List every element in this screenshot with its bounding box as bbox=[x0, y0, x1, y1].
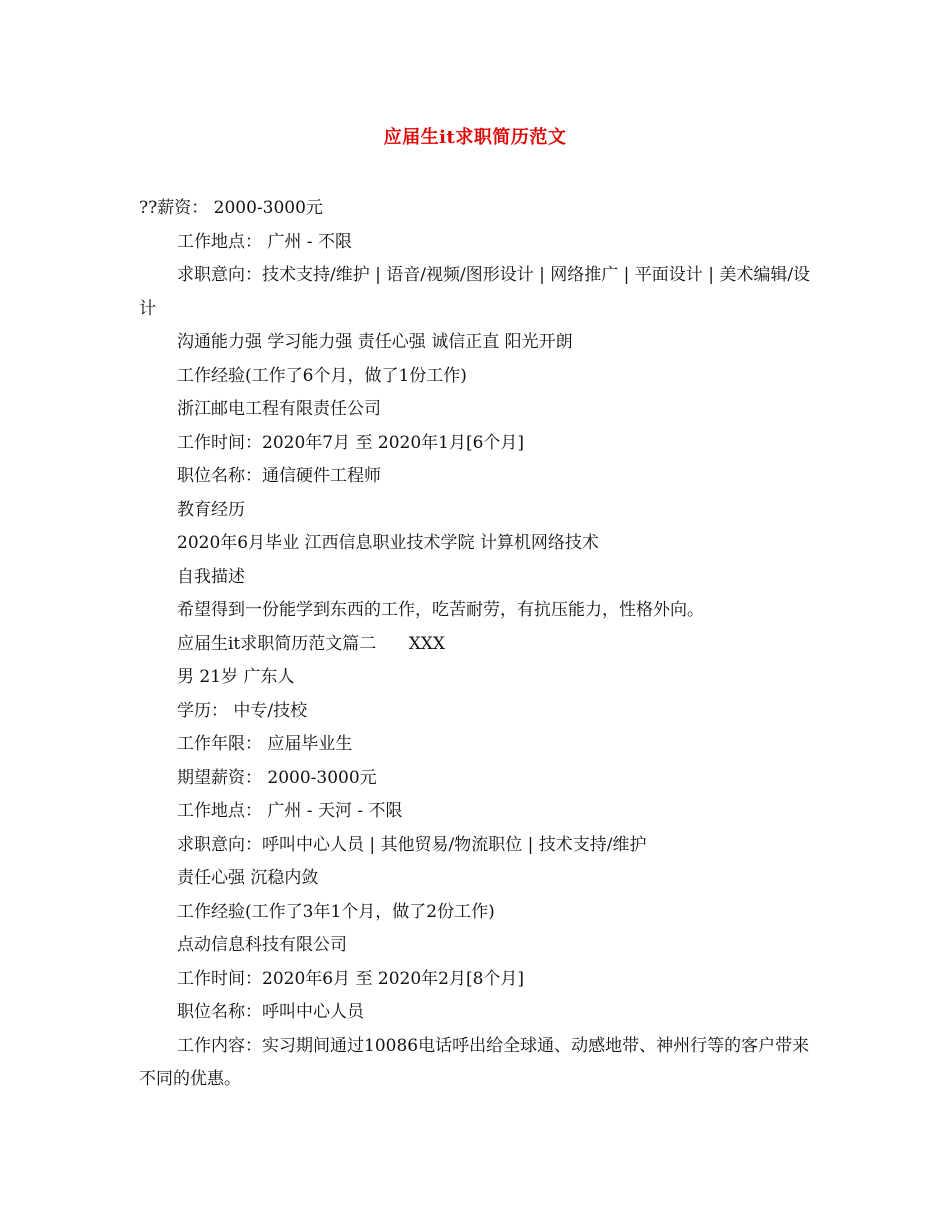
location-line: 工作地点： 广州 - 不限 bbox=[177, 231, 352, 252]
strengths-line: 沟通能力强 学习能力强 责任心强 诚信正直 阳光开朗 bbox=[177, 332, 573, 352]
position-title-two: 职位名称：呼叫中心人员 bbox=[177, 1002, 364, 1022]
work-period-two: 工作时间：2020年6月 至 2020年2月[8个月] bbox=[177, 968, 525, 989]
document-title: 应届生it求职简历范文 bbox=[383, 127, 567, 148]
work-period: 工作时间：2020年7月 至 2020年1月[6个月] bbox=[177, 432, 525, 453]
self-description-heading: 自我描述 bbox=[177, 566, 245, 587]
document-body bbox=[139, 192, 819, 1097]
expected-salary-line: 期望薪资： 2000-3000元 bbox=[177, 767, 377, 788]
company-name: 浙江邮电工程有限责任公司 bbox=[177, 399, 381, 419]
company-name-two: 点动信息科技有限公司 bbox=[177, 935, 347, 955]
location-line-two: 工作地点： 广州 - 天河 - 不限 bbox=[177, 801, 403, 821]
job-content-line: 工作内容：实习期间通过10086电话呼出给全球通、动感地带、神州行等的客户带来不同的优惠。 bbox=[139, 1035, 810, 1089]
education-heading: 教育经历 bbox=[177, 499, 245, 520]
education-entry: 2020年6月毕业 江西信息职业技术学院 计算机网络技术 bbox=[177, 533, 599, 553]
resume-two-heading: 应届生it求职简历范文篇二 XXX bbox=[177, 633, 445, 654]
work-experience-heading-two: 工作经验(工作了3年1个月，做了2份工作) bbox=[177, 901, 495, 922]
salary-line: ??薪资： 2000-3000元 bbox=[139, 198, 323, 218]
strengths-line-two: 责任心强 沉稳内敛 bbox=[177, 868, 319, 888]
job-intention-line: 求职意向：技术支持/维护 | 语音/视频/图形设计 | 网络推广 | 平面设计 | 美术编辑/设计 bbox=[139, 265, 811, 319]
position-title: 职位名称：通信硬件工程师 bbox=[177, 466, 381, 486]
work-experience-heading: 工作经验(工作了6个月，做了1份工作) bbox=[177, 365, 467, 386]
education-level-line: 学历： 中专/技校 bbox=[177, 700, 308, 721]
self-description-text: 希望得到一份能学到东西的工作，吃苦耐劳，有抗压能力，性格外向。 bbox=[177, 600, 704, 620]
work-years-line: 工作年限： 应届毕业生 bbox=[177, 734, 353, 754]
personal-info-line: 男 21岁 广东人 bbox=[177, 667, 295, 687]
job-intention-line-two: 求职意向：呼叫中心人员 | 其他贸易/物流职位 | 技术支持/维护 bbox=[177, 834, 647, 855]
